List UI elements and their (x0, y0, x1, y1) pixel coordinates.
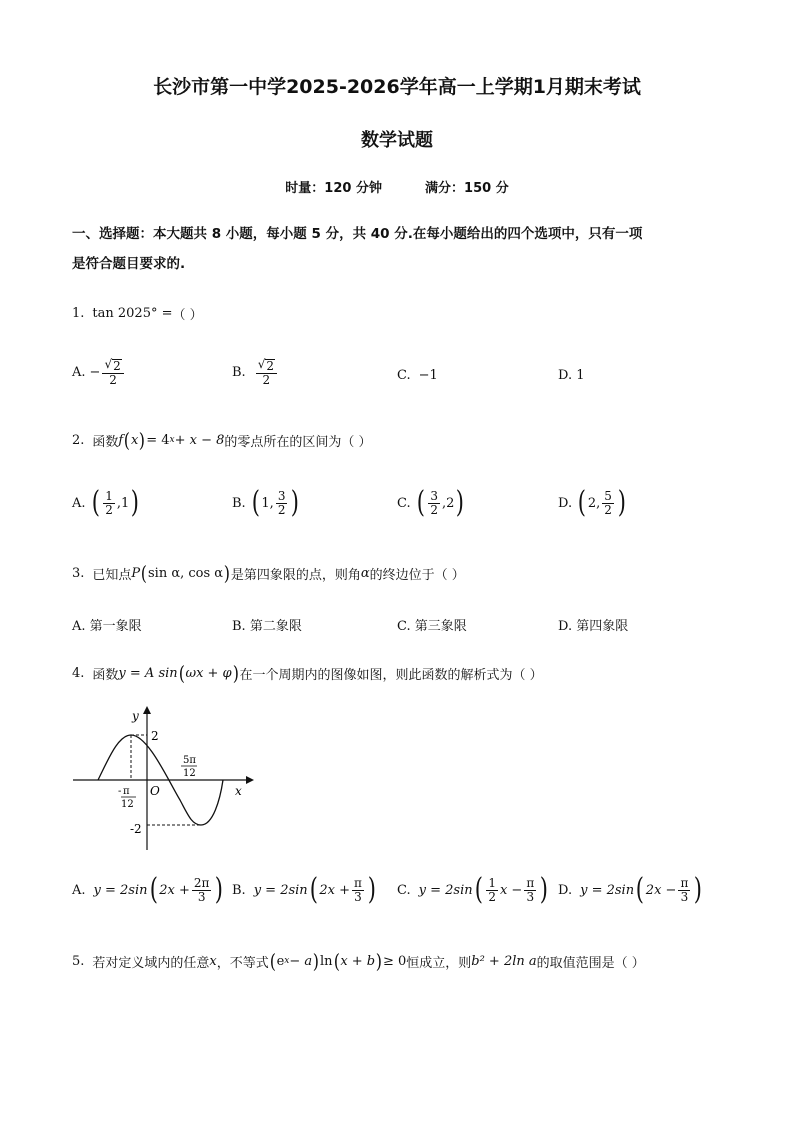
radicand: 2 (113, 359, 121, 373)
fraction (103, 490, 115, 516)
numerator: 1 (105, 488, 113, 503)
q2-option-c[interactable]: C. ( $\frac{3}{2}$ ,2 ) (397, 485, 465, 520)
q3-option-c[interactable]: C. 第三象限 (397, 619, 467, 634)
denominator: 2 (277, 502, 286, 517)
function-f: f (118, 432, 124, 448)
numerator: 2π (193, 875, 210, 890)
sine-graph (68, 705, 258, 855)
q2-option-b[interactable]: B. ( 1, $\frac{3}{2}$ ) (232, 485, 300, 520)
fraction (276, 490, 288, 516)
fraction (192, 877, 212, 903)
expr-inner: ωx + φ (185, 665, 232, 681)
question-prefix: 已知点 (92, 567, 132, 583)
numerator: 1 (488, 875, 496, 890)
numerator: π (680, 875, 689, 890)
section-heading-line2: 是符合题目要求的. (72, 256, 186, 272)
y-axis-arrow (143, 706, 151, 714)
expr-x-plus-b: x + b (340, 953, 376, 969)
expr-b2-2lna: b² + 2ln a (471, 953, 537, 969)
option-expr: y = 2sin (580, 882, 635, 898)
option-inner: 2x + (159, 882, 190, 898)
q1-option-a[interactable] (72, 358, 126, 386)
graph-x-left-den: 12 (121, 799, 134, 810)
q2-option-a[interactable]: A. ( $\frac{1}{2}$ ,1 ) (72, 485, 140, 520)
question-suffix: 的零点所在的区间为（ ） (224, 434, 372, 450)
question-number: 3. (72, 565, 85, 581)
option-label: D. (558, 495, 573, 511)
question-number: 5. (72, 953, 85, 969)
question-3: 3. 已知点 P ( sin α, cos α ) 是第四象限的点，则角 α 的终边位于（ ） (72, 561, 465, 585)
question-4: 4. 函数 y = A sin ( ωx + φ ) 在一个周期内的图像如图，则此函数的解析式为（ ） (72, 661, 543, 685)
graph-x-right-num: 5π (183, 755, 196, 766)
numerator: π (354, 875, 362, 890)
var-x: x (131, 432, 139, 448)
question-prefix: 函数 (92, 667, 119, 683)
fraction: √ 2 2 (256, 358, 277, 386)
q1-option-b[interactable] (232, 358, 279, 386)
q4-option-b[interactable]: B. y = 2sin ( 2x + $\frac{\pi}{3}$ ) (232, 872, 376, 907)
q3-option-d[interactable]: D. 第四象限 (558, 619, 629, 634)
denominator: 2 (105, 502, 113, 517)
option-value: −1 (418, 368, 438, 383)
interval-left: 1, (261, 495, 274, 511)
expr-rest: + x − 8 (174, 432, 225, 448)
option-label: C. (397, 495, 411, 511)
denominator: 3 (526, 889, 535, 904)
q1-option-c[interactable] (397, 368, 438, 383)
option-label: A. (72, 364, 86, 380)
question-1 (72, 304, 203, 323)
option-label: A. (72, 495, 86, 511)
exam-subject: 数学试题 (361, 130, 433, 151)
numerator: 3 (277, 488, 286, 503)
question-suffix: 恒成立，则 (406, 955, 472, 971)
option-label: B. (232, 364, 246, 380)
denominator: 3 (354, 889, 362, 904)
interval-left: 2, (587, 495, 601, 511)
denominator: 2 (262, 372, 271, 387)
fraction (524, 877, 536, 903)
expr-lhs: y = A sin (118, 665, 178, 681)
option-label: D. (558, 882, 573, 898)
numerator: 3 (430, 488, 438, 503)
denominator: 2 (109, 372, 117, 387)
option-inner: x − (499, 882, 523, 898)
option-label: C. (397, 368, 411, 383)
exponent: x (284, 956, 290, 966)
fraction (428, 490, 440, 516)
fraction (602, 490, 614, 516)
graph-x-right-den: 12 (183, 768, 196, 779)
point-coords: sin α, cos α (147, 565, 224, 581)
fraction: √ 2 2 (102, 358, 123, 386)
question-number: 2. (72, 432, 85, 448)
minus-sign: − (89, 364, 101, 380)
option-expr: y = 2sin (418, 882, 473, 898)
x-axis-arrow (246, 776, 254, 784)
numerator: π (526, 875, 535, 890)
angle-alpha: α (360, 565, 370, 581)
question-2: 2. 函数 f ( x ) = 4 x + x − 8 的零点所在的区间为（ ） (72, 428, 372, 452)
numerator: 5 (604, 488, 612, 503)
exam-title: 长沙市第一中学2025-2026学年高一上学期1月期末考试 (153, 76, 641, 98)
q4-option-d[interactable]: D. y = 2sin ( 2x − $\frac{\pi}{3}$ ) (558, 872, 703, 907)
option-inner: 2x − (645, 882, 677, 898)
interval-right: ,2 (441, 495, 455, 511)
denominator: 2 (488, 889, 496, 904)
fraction (486, 877, 498, 903)
question-number: 1. (72, 306, 85, 321)
q4-option-a[interactable]: A. y = 2sin ( 2x + $\frac{2\pi}{3}$ ) (72, 872, 224, 907)
graph-origin-label: O (150, 784, 160, 798)
question-prefix: 函数 (92, 434, 119, 450)
denominator: 2 (430, 502, 438, 517)
option-label: B. (232, 495, 246, 511)
point-p: P (131, 565, 141, 581)
option-label: A. (72, 882, 86, 898)
expr-geq-zero: ≥ 0 (382, 953, 407, 969)
exam-time: 时量：120 分钟 (285, 181, 382, 196)
answer-paren: （ ） (172, 308, 203, 323)
option-inner: 2x + (319, 882, 351, 898)
graph-y-max: 2 (151, 729, 159, 743)
q2-option-d[interactable]: D. ( 2, $\frac{5}{2}$ ) (558, 485, 626, 520)
q1-option-d[interactable]: D. 1 (558, 368, 585, 383)
question-number: 4. (72, 665, 85, 681)
q3-option-a[interactable]: A. 第一象限 (72, 619, 142, 634)
graph-x-label: x (235, 784, 242, 798)
question-mid: ，不等式 (216, 955, 269, 971)
exam-score: 满分：150 分 (425, 181, 509, 196)
question-suffix2: 的终边位于（ ） (369, 567, 465, 583)
expr-ln: ln (319, 953, 333, 969)
denominator: 3 (197, 889, 206, 904)
denominator: 2 (604, 502, 612, 517)
option-label: C. (397, 882, 411, 898)
expr-e: e (276, 953, 285, 969)
graph-x-left-sign: - (118, 786, 122, 797)
question-prefix: 若对定义域内的任意 (92, 955, 210, 971)
expr-minus-a: − a (289, 953, 313, 969)
graph-x-left-num: π (123, 786, 130, 797)
question-suffix2: 的取值范围是（ ） (536, 955, 645, 971)
section-heading-line1: 一、选择题：本大题共 8 小题，每小题 5 分，共 40 分.在每小题给出的四个选项中，只有一项 (72, 226, 643, 242)
denominator: 3 (680, 889, 689, 904)
question-suffix: 在一个周期内的图像如图，则此函数的解析式为（ ） (239, 667, 543, 683)
option-expr: y = 2sin (253, 882, 308, 898)
graph-y-min: -2 (130, 822, 142, 836)
fraction (678, 877, 690, 903)
exam-meta (0, 177, 794, 196)
expr-rhs: = 4 (146, 432, 170, 448)
q3-option-b[interactable]: B. 第二象限 (232, 619, 302, 634)
var-x: x (209, 953, 217, 969)
option-label: B. (232, 882, 246, 898)
option-expr: y = 2sin (93, 882, 148, 898)
fraction (352, 877, 364, 903)
question-suffix: 是第四象限的点，则角 (230, 567, 361, 583)
question-expression: tan 2025° = (92, 306, 173, 321)
q4-option-c[interactable]: C. y = 2sin ( $\frac{1}{2}$ x − $\frac{\pi}{3}$ ) (397, 872, 549, 907)
question-5: 5. 若对定义域内的任意 x ，不等式 ( e x − a ) ln ( x + b ) ≥ 0 恒成立，则 b² + 2ln a 的取值范围是（ ） (72, 949, 645, 973)
radicand: 2 (266, 359, 274, 373)
interval-right: ,1 (116, 495, 130, 511)
graph-y-label: y (132, 709, 139, 723)
exponent: x (169, 435, 175, 445)
